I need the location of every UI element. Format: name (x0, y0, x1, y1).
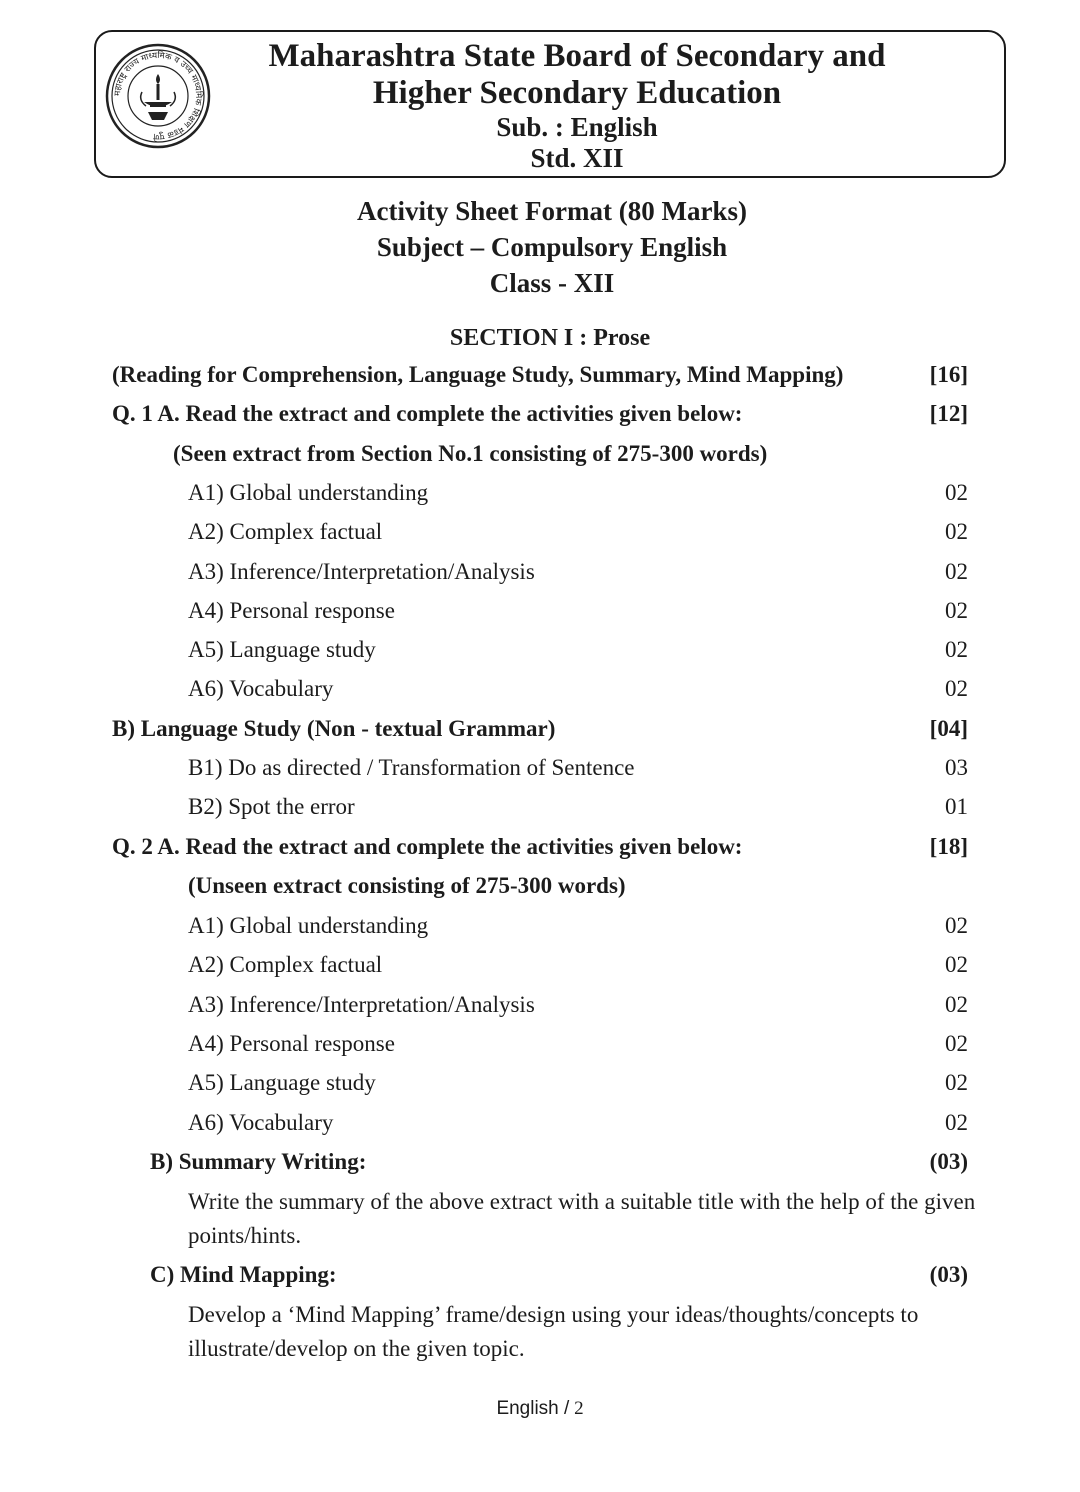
seal-text: महाराष्ट्र राज्य माध्यमिक व उच्च माध्यमिक शिक्षण मंडळ पुणे (112, 50, 204, 142)
list-item (0, 948, 1080, 982)
item-marks: 02 (945, 952, 968, 977)
item-marks: 02 (945, 519, 968, 544)
q1a-row (0, 397, 1080, 431)
item-label: A5) Language study (188, 1070, 376, 1095)
item-marks: 02 (945, 913, 968, 938)
item-label: A2) Complex factual (188, 519, 383, 544)
item-label: B1) Do as directed / Transformation of Sentence (188, 755, 635, 780)
list-item (0, 672, 1080, 706)
q2c-instruction: Develop a ‘Mind Mapping’ frame/design using your ideas/thoughts/concepts to illustrate/develop on the given topic. (188, 1302, 919, 1361)
q2b-marks: (03) (929, 1149, 968, 1174)
list-item (0, 1027, 1080, 1061)
list-item (0, 633, 1080, 667)
section-title: SECTION I : Prose (449, 325, 651, 351)
item-marks: 03 (945, 755, 968, 780)
item-marks: 01 (945, 794, 968, 819)
board-name-line1: Maharashtra State Board of Secondary and (268, 38, 886, 74)
q1a-marks: [12] (929, 401, 968, 426)
section-heading-row (0, 358, 1080, 392)
item-label: B2) Spot the error (188, 794, 355, 819)
list-item (0, 555, 1080, 589)
item-marks: 02 (945, 559, 968, 584)
item-label: A3) Inference/Interpretation/Analysis (188, 559, 535, 584)
item-label: A6) Vocabulary (188, 1110, 334, 1135)
item-marks: 02 (945, 637, 968, 662)
title-line2: Subject – Compulsory English (376, 232, 728, 262)
q2c-heading: C) Mind Mapping: (150, 1262, 337, 1287)
page-footer (0, 1398, 1080, 1420)
item-marks: 02 (945, 598, 968, 623)
q2b-heading: B) Summary Writing: (150, 1149, 367, 1174)
q2a-note: (Unseen extract consisting of 275-300 words) (188, 873, 626, 898)
list-item (0, 594, 1080, 628)
item-label: A2) Complex factual (188, 952, 383, 977)
subject-line: Sub. : English (496, 112, 658, 142)
q1b-row (0, 712, 1080, 746)
item-marks: 02 (945, 1031, 968, 1056)
document-title (200, 193, 904, 301)
q2c-marks: (03) (929, 1262, 968, 1287)
list-item (0, 1066, 1080, 1100)
board-seal-logo (104, 42, 212, 150)
item-label: A1) Global understanding (188, 480, 429, 505)
item-label: A3) Inference/Interpretation/Analysis (188, 992, 535, 1017)
list-item (0, 751, 1080, 785)
list-item (0, 988, 1080, 1022)
item-label: A6) Vocabulary (188, 676, 334, 701)
item-label: A1) Global understanding (188, 913, 429, 938)
item-label: A4) Personal response (188, 598, 395, 623)
q1b-heading: B) Language Study (Non - textual Grammar) (112, 716, 556, 741)
header-text (212, 38, 942, 174)
list-item (0, 515, 1080, 549)
list-item (0, 909, 1080, 943)
q1a-note: (Seen extract from Section No.1 consisting of 275-300 words) (173, 441, 768, 466)
page-number: 2 (574, 1398, 584, 1419)
section-heading: (Reading for Comprehension, Language Study, Summary, Mind Mapping) (112, 362, 844, 387)
item-marks: 02 (945, 1110, 968, 1135)
title-line1: Activity Sheet Format (80 Marks) (357, 196, 747, 226)
section-heading-marks: [16] (929, 362, 968, 387)
list-item (0, 476, 1080, 510)
q2a-note-row (0, 869, 1080, 903)
footer-label: English / (496, 1398, 570, 1419)
q1a-heading: Q. 1 A. Read the extract and complete the activities given below: (112, 401, 743, 426)
q2c-row (0, 1258, 1080, 1292)
q2b-instruction: Write the summary of the above extract with a suitable title with the help of the given points/hints. (188, 1189, 976, 1248)
list-item (0, 1106, 1080, 1140)
q2a-marks: [18] (929, 834, 968, 859)
item-marks: 02 (945, 1070, 968, 1095)
board-name-line2: Higher Secondary Education (372, 75, 782, 111)
standard-line: Std. XII (530, 143, 624, 173)
q2a-row (0, 830, 1080, 864)
item-label: A5) Language study (188, 637, 376, 662)
title-line3: Class - XII (489, 268, 615, 298)
q1a-note-row (0, 437, 1080, 471)
item-marks: 02 (945, 676, 968, 701)
q2b-row (0, 1145, 1080, 1179)
q1b-marks: [04] (929, 716, 968, 741)
item-marks: 02 (945, 992, 968, 1017)
item-marks: 02 (945, 480, 968, 505)
list-item (0, 790, 1080, 824)
q2a-heading: Q. 2 A. Read the extract and complete the activities given below: (112, 834, 743, 859)
item-label: A4) Personal response (188, 1031, 395, 1056)
